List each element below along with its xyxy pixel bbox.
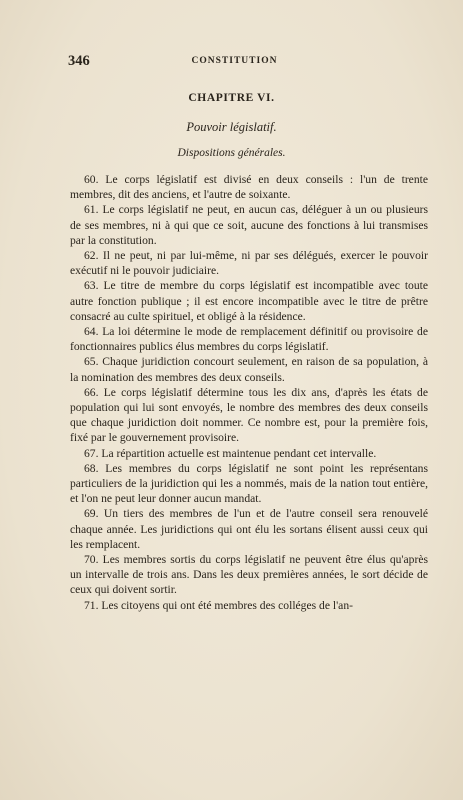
- page-header: [68, 53, 401, 72]
- article-70: 70. Les membres sortis du corps législatif ne peuvent être élus qu'après un intervalle de trois ans. Dans les deux premières années, le sort décide de ceux qui doivent sortir.: [70, 553, 428, 597]
- article-64: 64. La loi détermine le mode de remplacement définitif ou provisoire de fonctionnaires publics élus membres du corps législatif.: [70, 325, 428, 354]
- page-number: 346: [68, 53, 90, 69]
- article-62: 62. Il ne peut, ni par lui-même, ni par ses délégués, exercer le pouvoir exécutif ni le pouvoir judiciaire.: [70, 249, 428, 278]
- article-63: 63. Le titre de membre du corps législatif est incompatible avec toute autre fonction publique ; il est encore incompatible avec le titre de prêtre consacré au culte spirituel, et obligé à la résidence.: [70, 279, 428, 323]
- subsection-title: Dispositions générales.: [177, 147, 286, 159]
- article-65: 65. Chaque juridiction concourt seulement, en raison de sa population, à la nomination des membres des deux conseils.: [70, 355, 428, 384]
- article-60: 60. Le corps législatif est divisé en deux conseils : l'un de trente membres, dit des anciens, et l'autre de soixante.: [70, 173, 428, 202]
- section-title: Pouvoir législatif.: [186, 120, 277, 134]
- running-head: CONSTITUTION: [191, 56, 278, 66]
- chapter-title: CHAPITRE VI.: [188, 92, 275, 104]
- article-list: [70, 172, 428, 613]
- article-71: 71. Les citoyens qui ont été membres des colléges de l'an-: [84, 598, 353, 612]
- article-69: 69. Un tiers des membres de l'un et de l'autre conseil sera renouvelé chaque année. Les juridictions qui ont élu les sortans élisent aussi ceux qui les remplacent.: [70, 507, 428, 551]
- article-66: 66. Le corps législatif détermine tous les dix ans, d'après les états de population qui lui sont envoyés, le nombre des membres des deux conseils que chaque juridiction doit nommer. Ce nombre est, pour la première fois, fixé par le gouvernement provisoire.: [70, 385, 428, 445]
- article-68: 68. Les membres du corps législatif ne sont point les représentans particuliers de la juridiction qui les a nommés, mais de la nation tout entière, et l'on ne peut leur donner aucun mandat.: [70, 461, 428, 506]
- article-61: 61. Le corps législatif ne peut, en aucun cas, déléguer à un ou plusieurs de ses membres, ni à qui que ce soit, aucune des fonctions à lui transmises par la constitution.: [70, 203, 428, 247]
- article-67: 67. La répartition actuelle est maintenue pendant cet intervalle.: [84, 446, 377, 460]
